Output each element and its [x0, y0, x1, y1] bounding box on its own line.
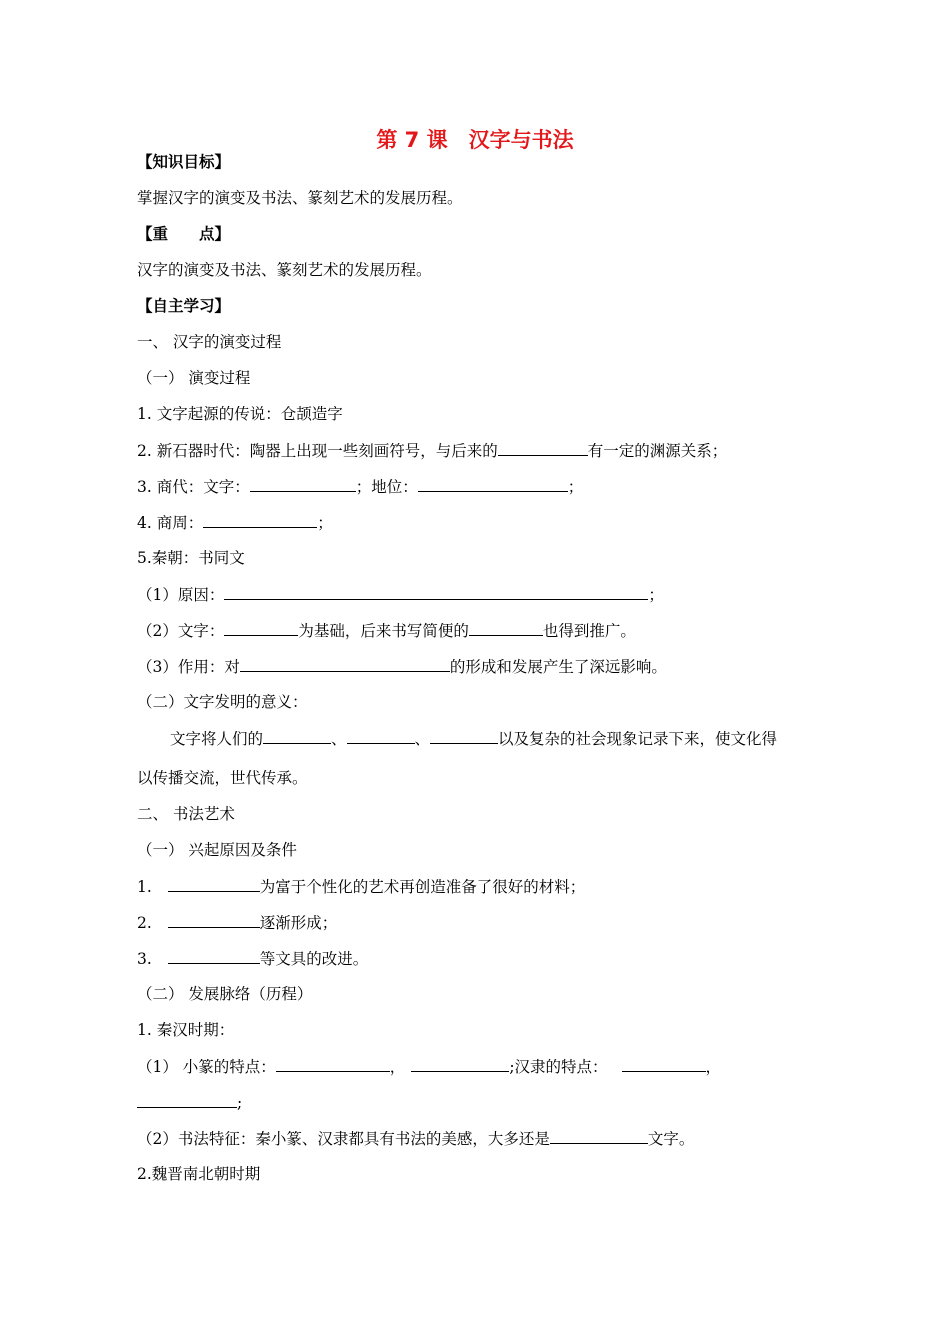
item-5-1-text-b: ； — [648, 586, 664, 604]
qin-han-item-1 — [137, 1056, 721, 1077]
fill-blank[interactable] — [250, 476, 356, 492]
item-5-2-text-c: 也得到推广。 — [542, 622, 636, 640]
fill-blank[interactable] — [263, 728, 331, 744]
significance-text-d: 以及复杂的社会现象记录下来，使文化得 — [498, 730, 778, 748]
fill-blank[interactable] — [347, 728, 415, 744]
condition-number: 2. — [137, 914, 152, 932]
fill-blank[interactable] — [168, 912, 260, 928]
qin-han-1-text-a: （1） 小篆的特点： — [137, 1058, 276, 1076]
item-5-3-effect — [137, 656, 667, 677]
fill-blank[interactable] — [411, 1056, 509, 1072]
significance-paragraph-line-1 — [170, 728, 777, 749]
significance-paragraph-line-2: 以传播交流，世代传承。 — [137, 769, 308, 787]
fill-blank[interactable] — [168, 948, 260, 964]
item-5-qin: 5.秦朝：书同文 — [137, 549, 245, 567]
wei-jin-heading: 2.魏晋南北朝时期 — [137, 1165, 261, 1183]
item-5-1-text-a: （1）原因： — [137, 586, 225, 604]
fill-blank[interactable] — [203, 512, 317, 528]
fill-blank[interactable] — [550, 1128, 648, 1144]
item-3-text-a: 3. 商代：文字： — [137, 478, 250, 496]
item-3-text-c: ； — [567, 478, 584, 496]
significance-text-a: 文字将人们的 — [170, 730, 264, 748]
item-5-2-script — [137, 620, 636, 641]
significance-text-b: 、 — [331, 730, 347, 748]
item-5-2-text-b: 为基础，后来书写简便的 — [298, 622, 469, 640]
heading-key-point: 【重 点】 — [137, 225, 231, 243]
condition-item-1 — [137, 876, 585, 897]
key-point-text: 汉字的演变及书法、篆刻艺术的发展历程。 — [137, 261, 432, 279]
item-2-text-b: 有一定的渊源关系； — [587, 442, 728, 460]
item-5-3-text-a: （3）作用：对 — [137, 658, 240, 676]
qin-han-1-text-d: ， — [705, 1058, 722, 1076]
condition-2-text: 逐渐形成； — [259, 914, 338, 932]
section-2-heading: 二、 书法艺术 — [137, 805, 235, 823]
condition-number: 1. — [137, 878, 152, 896]
section-1-heading: 一、 汉字的演变过程 — [137, 333, 282, 351]
item-3-shang — [137, 476, 583, 497]
item-5-1-reason — [137, 584, 664, 605]
fill-blank[interactable] — [137, 1092, 237, 1108]
item-2-text-a: 2. 新石器时代：陶器上出现一些刻画符号，与后来的 — [137, 442, 498, 460]
qin-han-item-2 — [137, 1128, 694, 1149]
condition-item-2 — [137, 912, 337, 933]
heading-self-study: 【自主学习】 — [137, 297, 231, 315]
condition-item-3 — [137, 948, 368, 969]
qin-han-1-text-e: ; — [237, 1094, 243, 1112]
condition-number: 3. — [137, 950, 152, 968]
fill-blank[interactable] — [469, 620, 543, 636]
item-5-3-text-b: 的形成和发展产生了深远影响。 — [449, 658, 667, 676]
item-4-shangzhou — [137, 512, 333, 533]
fill-blank[interactable] — [418, 476, 568, 492]
fill-blank[interactable] — [622, 1056, 706, 1072]
heading-knowledge-goal: 【知识目标】 — [137, 153, 231, 171]
significance-text-c: 、 — [414, 730, 431, 748]
item-4-text-a: 4. 商周： — [137, 514, 204, 532]
page-title: 第 7 课 汉字与书法 — [376, 128, 574, 152]
fill-blank[interactable] — [498, 440, 588, 456]
condition-1-text: 为富于个性化的艺术再创造准备了很好的材料； — [259, 878, 586, 896]
knowledge-goal-text: 掌握汉字的演变及书法、篆刻艺术的发展历程。 — [137, 189, 463, 207]
qin-han-heading: 1. 秦汉时期： — [137, 1021, 235, 1039]
section-2-sub-2: （二） 发展脉络（历程） — [137, 985, 313, 1003]
item-3-text-b: ；地位： — [355, 478, 418, 496]
section-1-sub-2: （二）文字发明的意义： — [137, 693, 308, 711]
qin-han-item-1-cont — [137, 1092, 242, 1113]
item-1-origin-legend: 1. 文字起源的传说：仓颉造字 — [137, 405, 343, 423]
fill-blank[interactable] — [168, 876, 260, 892]
qin-han-1-text-c: ;汉隶的特点： — [509, 1058, 608, 1076]
section-1-sub-1: （一） 演变过程 — [137, 369, 251, 387]
qin-han-1-text-b: ， — [389, 1058, 406, 1076]
item-2-neolithic — [137, 440, 727, 461]
fill-blank[interactable] — [224, 620, 298, 636]
qin-han-2-text-b: 文字。 — [647, 1130, 695, 1148]
fill-blank[interactable] — [430, 728, 498, 744]
section-2-sub-1: （一） 兴起原因及条件 — [137, 841, 297, 859]
fill-blank[interactable] — [224, 584, 648, 600]
condition-3-text: 等文具的改进。 — [259, 950, 369, 968]
item-5-2-text-a: （2）文字： — [137, 622, 225, 640]
fill-blank[interactable] — [276, 1056, 390, 1072]
qin-han-2-text-a: （2）书法特征：秦小篆、汉隶都具有书法的美感，大多还是 — [137, 1130, 550, 1148]
item-4-text-b: ； — [317, 514, 333, 532]
fill-blank[interactable] — [240, 656, 450, 672]
